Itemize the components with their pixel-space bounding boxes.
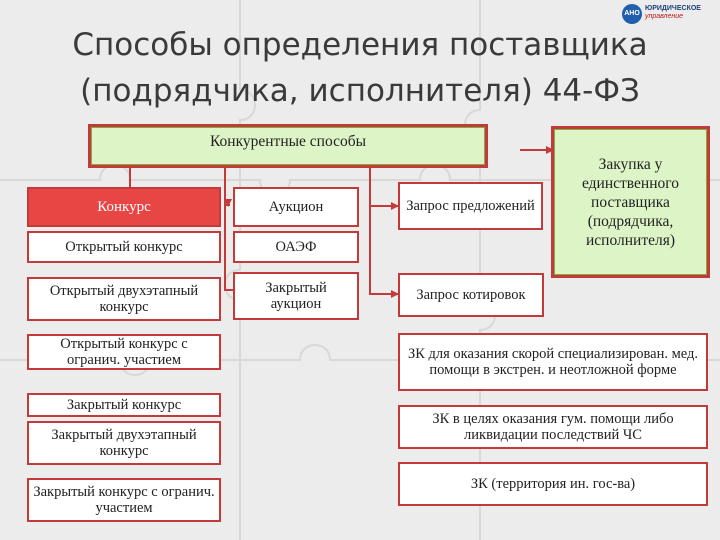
logo-mark: АНО xyxy=(622,4,642,24)
closed-auction-box xyxy=(233,272,359,320)
title-line-2: (подрядчика, исполнителя) 44-ФЗ xyxy=(80,73,640,109)
closed-limited-konkurs-box xyxy=(27,478,221,522)
oaef-label: ОАЭФ xyxy=(275,239,317,255)
zk-territory-box xyxy=(398,462,708,506)
auction-box xyxy=(233,187,359,227)
auction-label: Аукцион xyxy=(268,199,324,215)
open-konkurs-label: Открытый конкурс xyxy=(65,239,183,255)
closed-auction-label: Закрытый аукцион xyxy=(265,280,327,312)
logo-name: ЮРИДИЧЕСКОЕ xyxy=(645,5,701,12)
open-two-stage-konkurs-box xyxy=(27,277,221,321)
zk-medical-label: ЗК для оказания скорой специализирован. мед. помощи в экстрен. и неотложной форме xyxy=(407,346,699,378)
request-quotes-box xyxy=(398,273,544,317)
request-proposals-label: Запрос предложений xyxy=(406,198,535,214)
zk-medical-box xyxy=(398,333,708,391)
closed-konkurs-label: Закрытый конкурс xyxy=(66,397,182,413)
request-proposals-box xyxy=(398,182,543,230)
open-limited-konkurs-box xyxy=(27,334,221,370)
open-two-stage-konkurs-label: Открытый двухэтапный конкурс xyxy=(49,283,199,315)
closed-two-stage-konkurs-box xyxy=(27,421,221,465)
closed-konkurs-box xyxy=(27,393,221,417)
closed-two-stage-konkurs-label: Закрытый двухэтапный конкурс xyxy=(51,427,197,459)
competitive-methods-label: Конкурентные способы xyxy=(209,133,367,150)
zk-humanitarian-label: ЗК в целях оказания гум. помощи либо ликвидации последствий ЧС xyxy=(432,411,674,443)
open-limited-konkurs-label: Открытый конкурс с огранич. участием xyxy=(60,336,188,368)
zk-humanitarian-box xyxy=(398,405,708,449)
logo-subtitle: управление xyxy=(645,13,684,20)
closed-limited-konkurs-label: Закрытый конкурс с огранич. участием xyxy=(33,484,215,516)
sole-supplier-box xyxy=(553,128,708,276)
open-konkurs-box xyxy=(27,231,221,263)
arrow-to-request-quotes xyxy=(370,165,398,294)
competitive-methods-box xyxy=(90,126,486,166)
zk-territory-label: ЗК (территория ин. гос-ва) xyxy=(470,476,636,492)
konkurs-label: Конкурс xyxy=(97,199,151,215)
title-line-1: Способы определения поставщика xyxy=(72,27,648,63)
oaef-box xyxy=(233,231,359,263)
sole-supplier-label: Закупка у единственного поставщика (подрядчика, исполнителя) xyxy=(582,155,679,249)
request-quotes-label: Запрос котировок xyxy=(416,287,526,303)
konkurs-box xyxy=(27,187,221,227)
